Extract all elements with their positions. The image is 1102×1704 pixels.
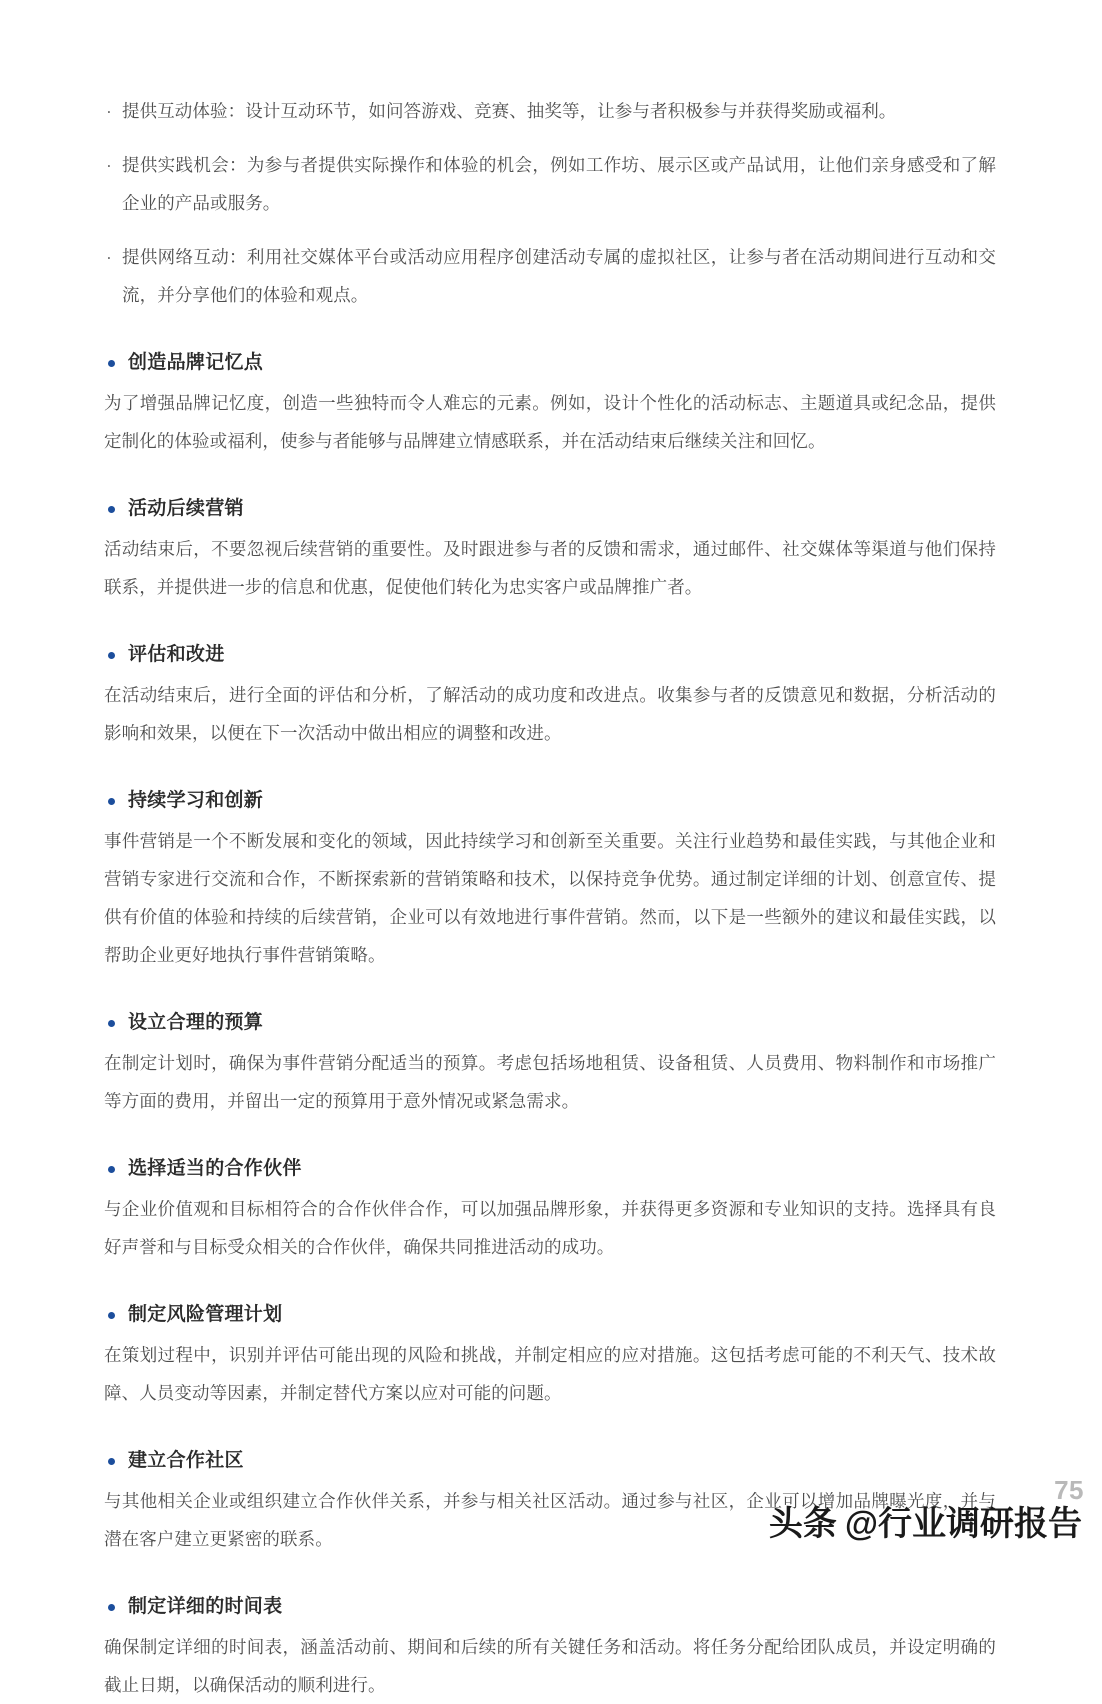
section-body-text: 在策划过程中，识别并评估可能出现的风险和挑战，并制定相应的应对措施。这包括考虑可能的不利天气、技术故障、人员变动等因素，并制定替代方案以应对可能的问题。: [104, 1345, 996, 1403]
section-body-text: 为了增强品牌记忆度，创造一些独特而令人难忘的元素。例如，设计个性化的活动标志、主题道具或纪念品，提供定制化的体验或福利，使参与者能够与品牌建立情感联系，并在活动结束后继续关注和回忆。: [104, 393, 996, 451]
section-heading-text: 选择适当的合作伙伴: [128, 1158, 302, 1179]
section-heading: [104, 1300, 996, 1330]
section-body-text: 在制定计划时，确保为事件营销分配适当的预算。考虑包括场地租赁、设备租赁、人员费用、物料制作和市场推广等方面的费用，并留出一定的预算用于意外情况或紧急需求。: [104, 1053, 996, 1111]
section-heading-text: 持续学习和创新: [128, 790, 264, 811]
bullet-point-icon: [108, 360, 115, 367]
bullet-point-icon: [108, 1604, 115, 1611]
section-heading-text: 创造品牌记忆点: [128, 352, 264, 373]
bullet-point-icon: [108, 798, 115, 805]
section-body-text: 事件营销是一个不断发展和变化的领域，因此持续学习和创新至关重要。关注行业趋势和最佳实践，与其他企业和营销专家进行交流和合作，不断探索新的营销策略和技术，以保持竞争优势。通过制定详细的计划、创意宣传、提供有价值的体验和持续的后续营销，企业可以有效地进行事件营销。然而，以下是一些额外的建议和最佳实践，以帮助企业更好地执行事件营销策略。: [104, 831, 996, 965]
section-heading: [104, 786, 996, 816]
page-content: [104, 92, 996, 1704]
interaction-tips-list: [104, 92, 996, 314]
section-body-text: 在活动结束后，进行全面的评估和分析，了解活动的成功度和改进点。收集参与者的反馈意见和数据，分析活动的影响和效果，以便在下一次活动中做出相应的调整和改进。: [104, 685, 996, 743]
section-body-text: 活动结束后，不要忽视后续营销的重要性。及时跟进参与者的反馈和需求，通过邮件、社交媒体等渠道与他们保持联系，并提供进一步的信息和优惠，促使他们转化为忠实客户或品牌推广者。: [104, 539, 996, 597]
watermark-handle: @行业调研报告: [844, 1505, 1082, 1544]
bullet-point-icon: [108, 652, 115, 659]
section-choose-partners: [104, 1154, 996, 1266]
list-item: [104, 92, 996, 130]
section-heading: [104, 494, 996, 524]
section-risk-management-plan: [104, 1300, 996, 1412]
list-item: [104, 146, 996, 222]
section-evaluation-improvement: [104, 640, 996, 752]
section-heading-text: 评估和改进: [128, 644, 225, 665]
bullet-dot-icon: ·: [106, 155, 112, 175]
section-heading: [104, 1446, 996, 1476]
bullet-dot-icon: ·: [106, 247, 112, 267]
section-continuous-learning: [104, 786, 996, 974]
section-heading: [104, 1154, 996, 1184]
list-item: [104, 238, 996, 314]
bullet-point-icon: [108, 1312, 115, 1319]
section-reasonable-budget: [104, 1008, 996, 1120]
section-detailed-timeline: [104, 1592, 996, 1704]
bullet-point-icon: [108, 1020, 115, 1027]
section-body-text: 与其他相关企业或组织建立合作伙伴关系，并参与相关社区活动。通过参与社区，企业可以增加品牌曝光度，并与潜在客户建立更紧密的联系。: [104, 1491, 996, 1549]
section-heading: [104, 1008, 996, 1038]
bullet-point-icon: [108, 506, 115, 513]
page-number: 75: [1054, 1475, 1084, 1505]
section-heading: [104, 1592, 996, 1622]
section-heading: [104, 348, 996, 378]
section-heading-text: 活动后续营销: [128, 498, 244, 519]
list-item-text: 提供互动体验：设计互动环节，如问答游戏、竞赛、抽奖等，让参与者积极参与并获得奖励或福利。: [122, 101, 897, 121]
section-body-text: 确保制定详细的时间表，涵盖活动前、期间和后续的所有关键任务和活动。将任务分配给团队成员，并设定明确的截止日期，以确保活动的顺利进行。: [104, 1637, 996, 1695]
list-item-text: 提供网络互动：利用社交媒体平台或活动应用程序创建活动专属的虚拟社区，让参与者在活动期间进行互动和交流，并分享他们的体验和观点。: [122, 247, 996, 305]
bullet-point-icon: [108, 1166, 115, 1173]
section-heading: [104, 640, 996, 670]
section-heading-text: 制定详细的时间表: [128, 1596, 283, 1617]
watermark-brand: 头条: [768, 1505, 837, 1544]
section-heading-text: 设立合理的预算: [128, 1012, 264, 1033]
bullet-point-icon: [108, 1458, 115, 1465]
section-body-text: 与企业价值观和目标相符合的合作伙伴合作，可以加强品牌形象，并获得更多资源和专业知识的支持。选择具有良好声誉和与目标受众相关的合作伙伴，确保共同推进活动的成功。: [104, 1199, 996, 1257]
section-brand-memory: [104, 348, 996, 460]
section-heading-text: 制定风险管理计划: [128, 1304, 283, 1325]
bullet-dot-icon: ·: [106, 101, 112, 121]
section-heading-text: 建立合作社区: [128, 1450, 244, 1471]
list-item-text: 提供实践机会：为参与者提供实际操作和体验的机会，例如工作坊、展示区或产品试用，让他们亲身感受和了解企业的产品或服务。: [122, 155, 996, 213]
section-followup-marketing: [104, 494, 996, 606]
watermark: [769, 1504, 1082, 1545]
